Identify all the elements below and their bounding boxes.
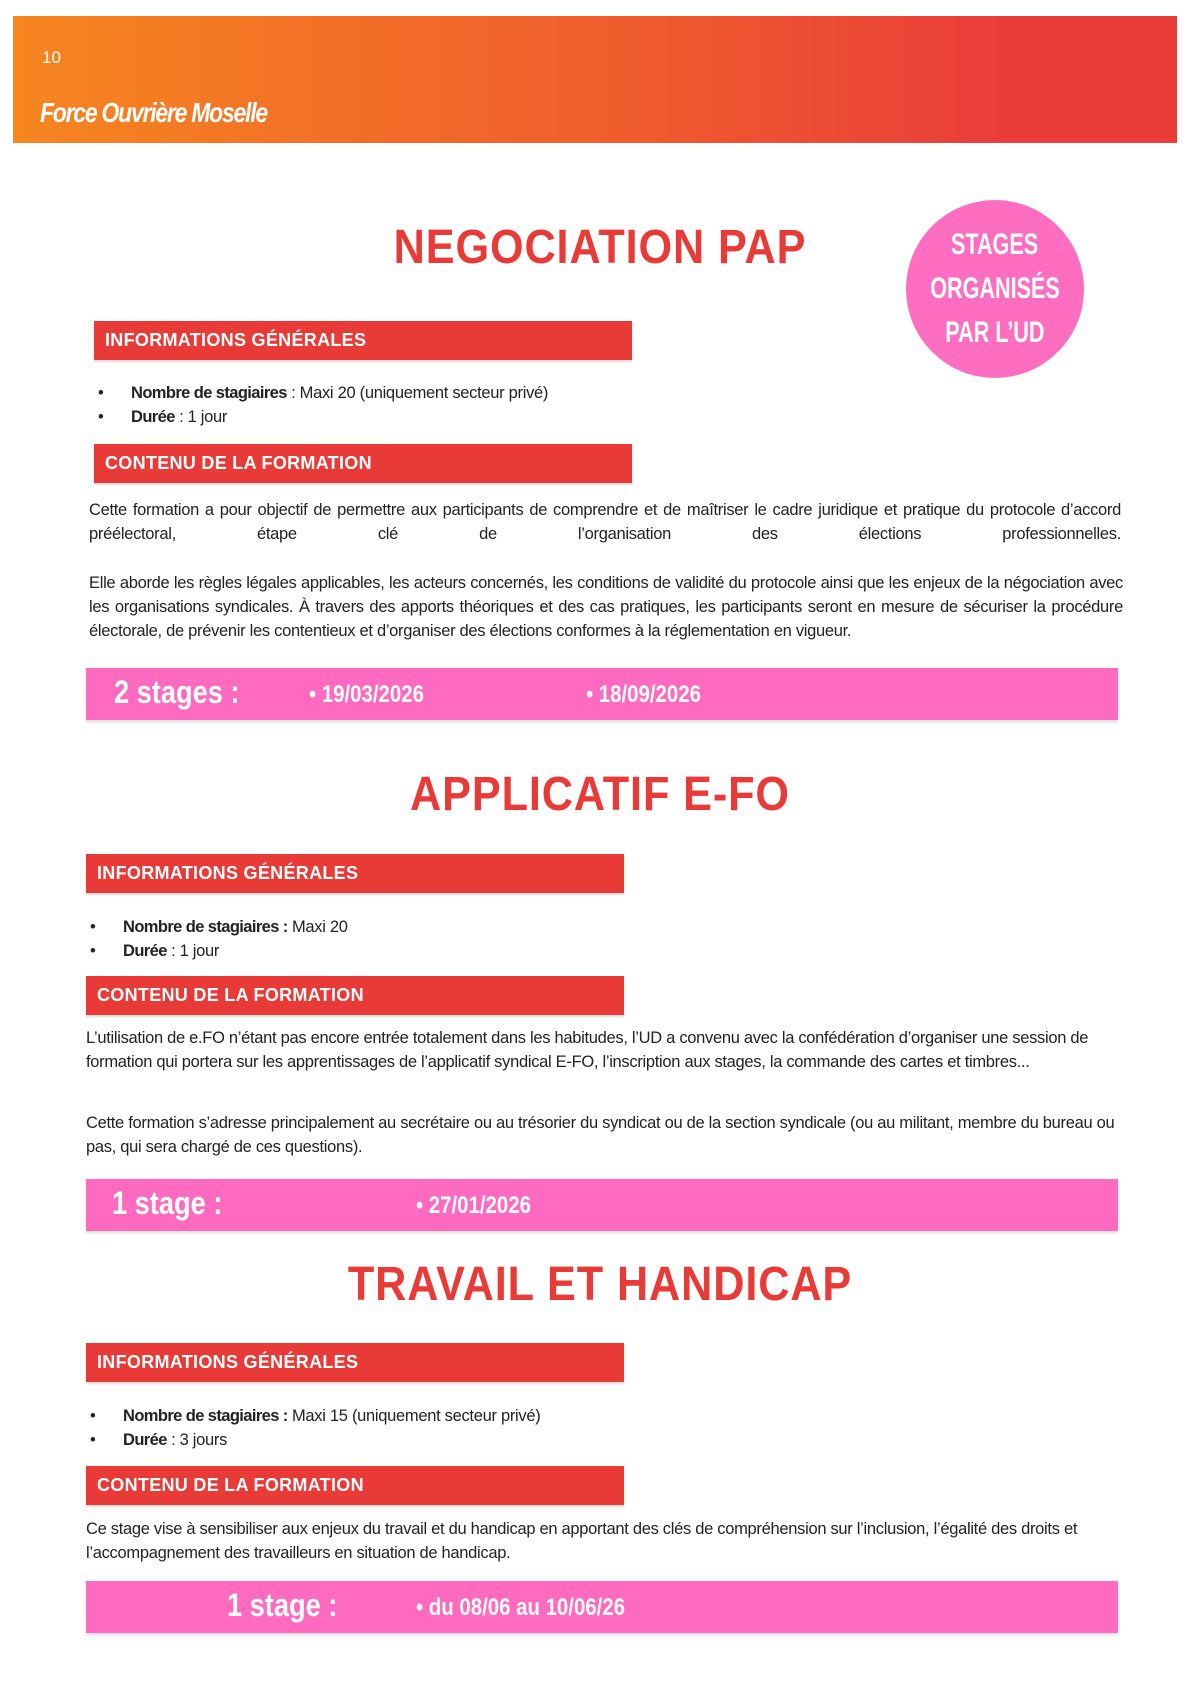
list-item: • Nombre de stagiaires : Maxi 20: [90, 915, 890, 939]
content-heading: CONTENU DE LA FORMATION: [86, 1466, 624, 1505]
stage-date: • du 08/06 au 10/06/26: [416, 1594, 626, 1621]
stages-label: 2 stages :: [114, 674, 240, 710]
stages-label: 1 stage :: [112, 1185, 223, 1221]
section-title: TRAVAIL ET HANDICAP: [347, 1258, 853, 1311]
info-heading: INFORMATIONS GÉNÉRALES: [94, 321, 632, 360]
content-paragraph: Ce stage vise à sensibiliser aux enjeux du travail et du handicap en apportant des clés de compréhension sur l’inclusion, l’égalité des droits et l’accompagnement des travailleurs en situation de handicap.: [86, 1520, 1078, 1562]
content-paragraph: Cette formation s’adresse principalement au secrétaire ou au trésorier du syndicat ou de la section syndicale (ou au militant, membre du bureau ou pas, qui sera chargé de ces questions).: [86, 1114, 1115, 1156]
info-heading: INFORMATIONS GÉNÉRALES: [86, 1343, 624, 1382]
section-title: APPLICATIF E-FO: [410, 768, 790, 821]
list-item: • Durée : 1 jour: [90, 939, 890, 963]
list-item: • Nombre de stagiaires : Maxi 20 (uniquement secteur privé): [98, 381, 898, 405]
stages-label: 1 stage :: [227, 1587, 338, 1623]
list-item: • Durée : 1 jour: [98, 405, 898, 429]
stage-date: • 27/01/2026: [416, 1192, 531, 1219]
badge-line: PAR L’UD: [945, 316, 1045, 349]
content-paragraph: L’utilisation de e.FO n’étant pas encore entrée totalement dans les habitudes, l’UD a convenu avec la confédération d’organiser une session de formation qui portera sur les apprentissages de l’applicatif syndical E-FO, l’inscription aux stages, la commande des cartes et timbres...: [86, 1029, 1089, 1071]
stages-dates-bar: [86, 1581, 1118, 1633]
content-heading: CONTENU DE LA FORMATION: [86, 976, 624, 1015]
stage-date: • 18/09/2026: [586, 681, 701, 708]
list-item: • Nombre de stagiaires : Maxi 15 (uniquement secteur privé): [90, 1404, 890, 1428]
brand-title: Force Ouvrière Moselle: [40, 97, 267, 128]
info-list: [90, 915, 890, 963]
stages-dates-bar: [86, 1179, 1118, 1231]
stages-dates-bar: [86, 668, 1118, 720]
content-paragraph: Elle aborde les règles légales applicables, les acteurs concernés, les conditions de validité du protocole ainsi que les enjeux de la négociation avec les organisations syndicales. À travers des apports théoriques et des cas pratiques, les participants seront en mesure de sécuriser la procédure électorale, de prévenir les contentieux et d’organiser des élections conformes à la réglementation en vigueur.: [89, 574, 1123, 640]
list-item: • Durée : 3 jours: [90, 1428, 890, 1452]
page-number: 10: [42, 48, 61, 67]
info-list: [90, 1404, 890, 1452]
info-list: [98, 381, 898, 429]
content-heading: CONTENU DE LA FORMATION: [94, 444, 632, 483]
badge-line: ORGANISÉS: [930, 272, 1060, 305]
section-title: NEGOCIATION PAP: [393, 221, 807, 274]
content-paragraph: Cette formation a pour objectif de permettre aux participants de comprendre et de maîtriser le cadre juridique et pratique du protocole d’accord préélectoral, étape clé de l’organisation des élections professionnelles.: [89, 501, 1121, 543]
info-heading: INFORMATIONS GÉNÉRALES: [86, 854, 624, 893]
stage-date: • 19/03/2026: [309, 681, 424, 708]
badge-line: STAGES: [951, 228, 1039, 261]
